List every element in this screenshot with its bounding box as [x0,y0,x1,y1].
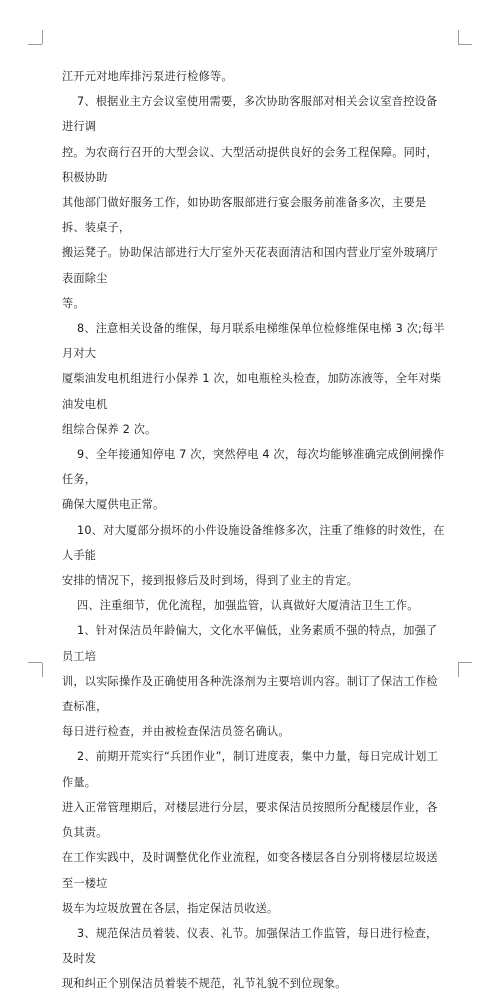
text-line: 其他部门做好服务工作，如协助客服部进行宴会服务前准备多次，主要是拆、装桌子， [62,196,427,235]
text-line: 江开元对地库排污泵进行检修等。 [62,70,233,83]
text-line: 3、规范保洁员着装、仪表、礼节。加强保洁工作监管，每日进行检查，及时发 [62,926,438,966]
text-line: 7、根据业主方会议室使用需要，多次协助客服部对相关会议室音控设备进行调 [62,95,438,134]
document-body [62,64,446,997]
text-line: 在工作实践中，及时调整优化作业流程，如变各楼层各自分别将楼层垃圾送至一楼垃 [62,851,438,890]
crop-mark-bottom-left-v [42,663,43,677]
text-line: 进入正常管理期后，对楼层进行分层，要求保洁员按照所分配楼层作业，各负其责。 [62,800,438,840]
text-line: 控。为农商行召开的大型会议、大型活动提供良好的会务工程保障。同时，积极协助 [62,145,438,184]
crop-mark-top-right-v [458,30,459,44]
text-line: 安排的情况下，接到报修后及时到场，得到了业主的肯定。 [62,574,359,588]
text-line: 确保大厦供电正常。 [62,498,165,512]
text-line: 1、针对保洁员年龄偏大，文化水平偏低，业务素质不强的特点，加强了员工培 [62,624,438,663]
text-line: 每日进行检查，并由被检查保洁员签名确认。 [62,725,290,739]
text-line: 厦柴油发电机组进行小保养 1 次，如电瓶栓头检查，加防冻液等，全年对柴油发电机 [62,372,442,411]
text-line: 等。 [62,296,85,310]
crop-mark-top-left-v [42,30,43,44]
crop-mark-top-right-h [458,44,472,45]
text-line: 搬运凳子。协助保洁部进行大厅室外天花表面清洁和国内营业厅室外玻璃厅表面除尘 [62,246,438,285]
crop-mark-bottom-left-h [28,662,42,663]
crop-mark-top-left-h [28,44,42,45]
text-line: 9、全年接通知停电 7 次，突然停电 4 次，每次均能够准确完成倒闸操作任务， [62,448,445,487]
text-line: 训，以实际操作及正确使用各种洗涤剂为主要培训内容。制订了保洁工作检查标准， [62,674,438,714]
text-line: 2、前期开荒实行“兵团作业”，制订进度表，集中力量，每日完成计划工作量。 [62,750,438,789]
text-line: 8、注意相关设备的维保，每月联系电梯维保单位检修维保电梯 3 次;每半月对大 [62,322,445,361]
text-line: 四、注重细节，优化流程，加强监管，认真做好大厦清洁卫生工作。 [62,599,419,613]
text-line: 组综合保养 2 次。 [62,422,157,436]
crop-mark-bottom-right-v [458,663,459,677]
text-line: 现和纠正个别保洁员着装不规范，礼节礼貌不到位现象。 [62,977,347,991]
text-line: 10、对大厦部分损坏的小件设施设备维修多次，注重了维修的时效性，在人手能 [62,523,445,562]
crop-mark-bottom-right-h [458,662,472,663]
text-line: 圾车为垃圾放置在各层，指定保洁员收送。 [62,901,279,915]
